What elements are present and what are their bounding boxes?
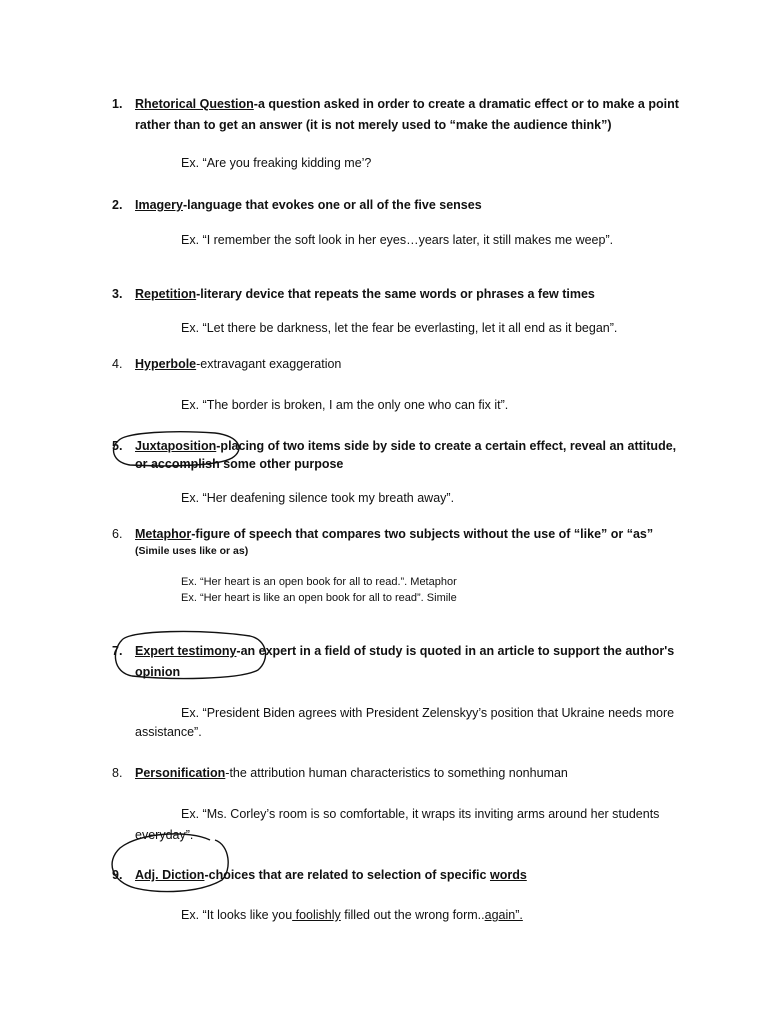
item-definition-line [135,354,341,374]
item-definition-line [135,524,653,544]
example: Ex. “Are you freaking kidding me’? [181,156,372,170]
term: Rhetorical Question [135,97,254,111]
item-number: 4. [112,357,123,371]
example-continued: everyday”. [135,828,194,842]
item-definition-line [135,436,676,456]
definition: -extravagant exaggeration [196,357,342,371]
item-definition-line [135,865,527,885]
example-continued: assistance”. [135,725,202,739]
definition: -literary device that repeats the same words or phrases a few times [196,287,595,301]
example-underlined-word: again”. [484,908,523,922]
term: Hyperbole [135,357,197,371]
item-number: 8. [112,766,123,780]
term: Juxtaposition [135,439,217,453]
example-simile: Ex. “Her heart is like an open book for all to read”. Simile [181,592,457,604]
definition: -language that evokes one or all of the five senses [182,198,482,212]
definition-continued: rather than to get an answer (it is not merely used to “make the audience think”) [135,118,612,132]
definition: -figure of speech that compares two subjects without the use of “like” or “as” [191,527,654,541]
definition-continued: opinion [135,665,181,679]
item-number: 6. [112,527,123,541]
item-definition-line [135,763,568,783]
term: Personification [135,766,226,780]
definition-continued: or accomplish some other purpose [135,457,344,471]
simile-note: (Simile uses like or as) [135,545,249,557]
item-definition-line [135,94,679,114]
definition: -choices that are related to selection of specific [204,868,490,882]
definition: -a question asked in order to create a dramatic effect or to make a point [253,97,679,111]
item-number: 9. [112,868,123,882]
item-number: 1. [112,97,123,111]
term: Expert testimony [135,644,237,658]
example: Ex. “Let there be darkness, let the fear be everlasting, let it all end as it began”. [181,321,618,335]
term: Repetition [135,287,197,301]
term: Adj. Diction [135,868,205,882]
item-number: 3. [112,287,123,301]
example: Ex. “Ms. Corley’s room is so comfortable, it wraps its inviting arms around her students [181,807,660,821]
term: Imagery [135,198,183,212]
example: Ex. “The border is broken, I am the only one who can fix it”. [181,398,509,412]
example: Ex. “I remember the soft look in her eyes…years later, it still makes me weep”. [181,233,614,247]
example: Ex. “Her deafening silence took my breath away”. [181,491,455,505]
example-part: Ex. “It looks like you [181,908,293,922]
example [181,905,523,925]
definition: -placing of two items side by side to create a certain effect, reveal an attitude, [216,439,677,453]
example: Ex. “President Biden agrees with President Zelenskyy’s position that Ukraine needs more [181,706,675,720]
definition: -an expert in a field of study is quoted in an article to support the author's [236,644,675,658]
definition: -the attribution human characteristics to something nonhuman [225,766,568,780]
item-definition-line [135,641,674,661]
item-definition-line [135,284,595,304]
item-number: 7. [112,644,123,658]
example-part: filled out the wrong form.. [340,908,485,922]
item-definition-line [135,195,482,215]
example-metaphor: Ex. “Her heart is an open book for all to read.”. Metaphor [181,576,457,588]
example-underlined-word: foolishly [292,908,341,922]
underlined-word: words [489,868,527,882]
term: Metaphor [135,527,192,541]
item-number: 5. [112,439,123,453]
item-number: 2. [112,198,123,212]
